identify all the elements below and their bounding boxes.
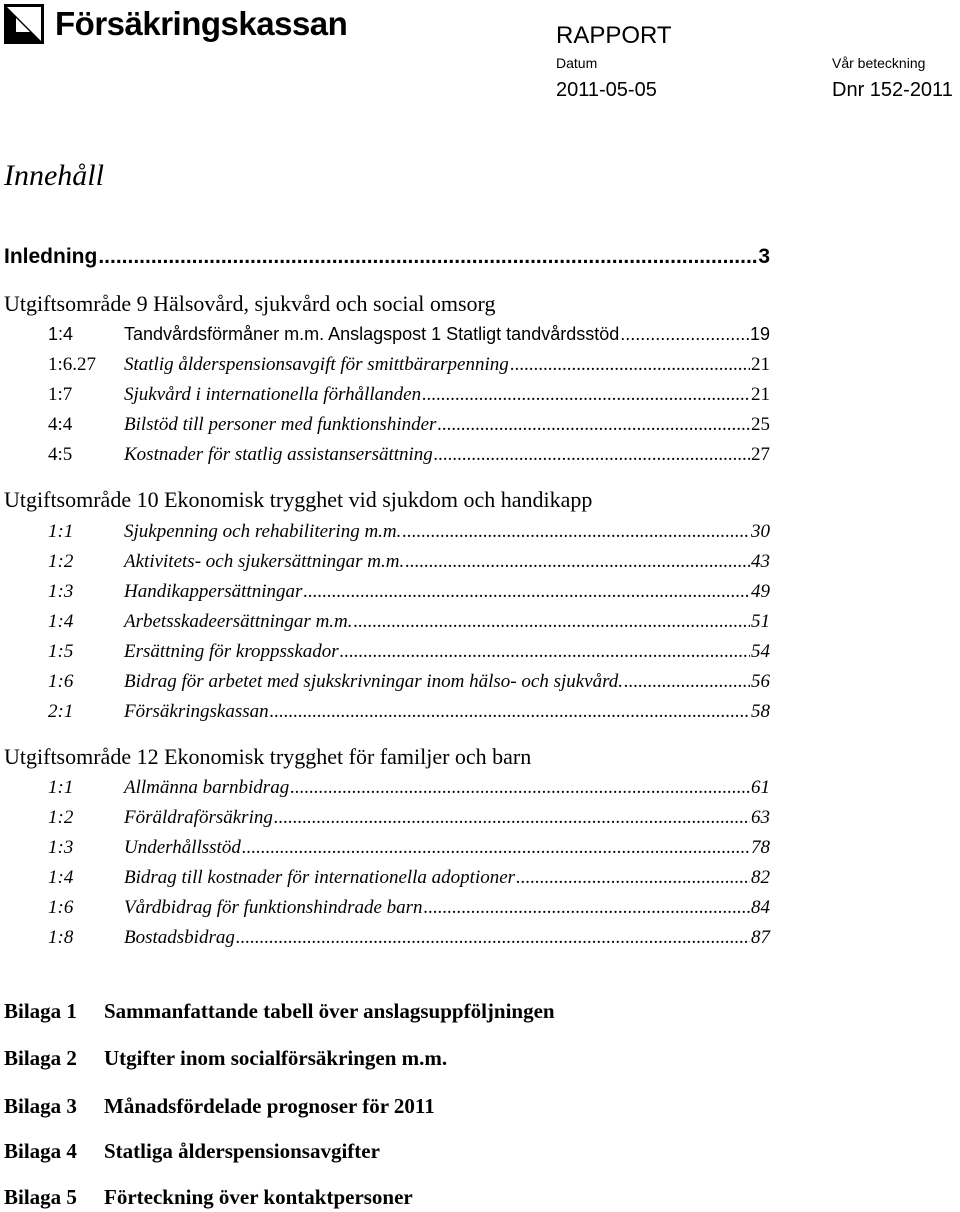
- toc-entry-text: Försäkringskassan: [124, 701, 269, 722]
- toc-entry-code: 1:6: [48, 897, 74, 918]
- toc-entry[interactable]: [48, 700, 770, 724]
- toc-page-number: 27: [751, 444, 770, 465]
- toc-page-number: 25: [751, 414, 770, 435]
- toc-entry[interactable]: [48, 413, 770, 437]
- toc-entry-code: 1:2: [48, 807, 74, 828]
- toc-entry[interactable]: [48, 610, 770, 634]
- toc-entry-text: Statlig ålderspensionsavgift för smittbärarpenning: [124, 354, 509, 375]
- appendix-title: Statliga ålderspensionsavgifter: [104, 1139, 380, 1163]
- toc-page-number: 87: [751, 927, 770, 948]
- toc-page-number: 63: [751, 807, 770, 828]
- date-value: 2011-05-05: [556, 79, 657, 101]
- toc-page-number: 78: [751, 837, 770, 858]
- toc-entry[interactable]: [48, 776, 770, 800]
- page-title: Innehåll: [4, 159, 104, 192]
- toc-entry[interactable]: [48, 580, 770, 604]
- toc-leader-dots: [422, 383, 750, 407]
- toc-entry-code: 1:7: [48, 384, 73, 405]
- org-name: Försäkringskassan: [55, 5, 348, 42]
- date-label: Datum: [556, 55, 598, 71]
- toc-page-number: 19: [749, 324, 770, 344]
- appendix-item: [4, 1093, 435, 1119]
- toc-entry-code: 1:6: [48, 671, 74, 692]
- toc-entry-code: 1:6.27: [48, 354, 97, 375]
- toc-entry-code: 1:1: [48, 777, 74, 798]
- section-heading-uo12: Utgiftsområde 12 Ekonomisk trygghet för familjer och barn: [4, 744, 532, 769]
- toc-page-number: 3: [758, 245, 770, 268]
- section-heading-uo9: Utgiftsområde 9 Hälsovård, sjukvård och social omsorg: [4, 291, 496, 316]
- toc-entry-text: Sjukvård i internationella förhållanden: [124, 384, 422, 405]
- toc-entry[interactable]: [48, 836, 770, 860]
- toc-page-number: 61: [751, 777, 770, 798]
- appendix-title: Utgifter inom socialförsäkringen m.m.: [104, 1046, 448, 1070]
- toc-entry-intro[interactable]: [4, 245, 770, 273]
- appendix-label: Bilaga 3: [4, 1094, 77, 1118]
- toc-entry[interactable]: [48, 322, 770, 346]
- toc-entry[interactable]: [48, 443, 770, 467]
- toc-page-number: 43: [751, 551, 770, 572]
- toc-leader-dots: [434, 443, 750, 467]
- toc-entry-code: 1:2: [48, 551, 74, 572]
- toc-entry-code: 4:4: [48, 414, 73, 435]
- appendix-label: Bilaga 5: [4, 1185, 77, 1209]
- toc-entry[interactable]: [48, 670, 770, 694]
- section-heading-uo10: Utgiftsområde 10 Ekonomisk trygghet vid sjukdom och handikapp: [4, 487, 593, 512]
- reference-label: Vår beteckning: [832, 55, 926, 71]
- toc-leader-dots: [510, 353, 750, 377]
- toc-entry[interactable]: [48, 806, 770, 830]
- toc-entry-text: Aktivitets- och sjukersättningar m.m.: [124, 551, 405, 572]
- appendix-label: Bilaga 1: [4, 999, 77, 1023]
- toc-entry-text: Tandvårdsförmåner m.m. Anslagspost 1 Statligt tandvårdsstöd: [124, 324, 620, 344]
- appendix-item: [4, 1184, 413, 1210]
- toc-leader-dots: [424, 896, 750, 920]
- toc-entry[interactable]: [48, 383, 770, 407]
- toc-entry-text: Ersättning för kroppsskador: [124, 641, 339, 662]
- toc-entry-code: 1:4: [48, 867, 74, 888]
- appendix-title: Månadsfördelade prognoser för 2011: [104, 1094, 435, 1118]
- toc-entry-text: Underhållsstöd: [124, 837, 241, 858]
- toc-entry-code: 4:5: [48, 444, 73, 465]
- appendix-label: Bilaga 4: [4, 1139, 77, 1163]
- toc-entry-code: 1:5: [48, 641, 74, 662]
- toc-entry-label: Inledning: [4, 245, 98, 268]
- appendix-title: Sammanfattande tabell över anslagsuppföljningen: [104, 999, 555, 1023]
- appendix-item: [4, 998, 555, 1024]
- toc-page-number: 51: [751, 611, 770, 632]
- toc-entry[interactable]: [48, 550, 770, 574]
- toc-leader-dots: [624, 670, 750, 694]
- toc-entry-text: Sjukpenning och rehabilitering m.m.: [124, 521, 402, 542]
- toc-entry-code: 1:3: [48, 581, 74, 602]
- toc-page-number: 56: [751, 671, 770, 692]
- toc-leader-dots: [274, 806, 750, 830]
- appendix-item: [4, 1138, 380, 1164]
- toc-entry[interactable]: [48, 896, 770, 920]
- toc-leader-dots: [437, 413, 750, 437]
- toc-entry-text: Kostnader för statlig assistansersättning: [124, 444, 433, 465]
- toc-leader-dots: [516, 866, 750, 890]
- toc-page-number: 49: [751, 581, 770, 602]
- toc-entry-code: 1:4: [48, 324, 74, 344]
- toc-entry-code: 1:1: [48, 521, 74, 542]
- toc-entry-code: 1:8: [48, 927, 74, 948]
- toc-entry[interactable]: [48, 353, 770, 377]
- appendix-label: Bilaga 2: [4, 1046, 77, 1070]
- toc-entry[interactable]: [48, 520, 770, 544]
- toc-leader-dots: [303, 580, 750, 604]
- toc-leader-dots: [402, 520, 750, 544]
- toc-page-number: 58: [751, 701, 770, 722]
- toc-leader-dots: [242, 836, 750, 860]
- toc-page-number: 54: [751, 641, 770, 662]
- toc-entry[interactable]: [48, 866, 770, 890]
- document-type: RAPPORT: [556, 22, 672, 49]
- toc-entry-text: Allmänna barnbidrag: [124, 777, 290, 798]
- toc-entry-code: 2:1: [48, 701, 74, 722]
- toc-page-number: 30: [751, 521, 770, 542]
- toc-entry-text: Vårdbidrag för funktionshindrade barn: [124, 897, 423, 918]
- toc-entry[interactable]: [48, 640, 770, 664]
- toc-entry-text: Bilstöd till personer med funktionshinder: [124, 414, 437, 435]
- toc-leader-dots: [340, 640, 750, 664]
- toc-page-number: 21: [751, 384, 770, 405]
- toc-entry-text: Bidrag till kostnader för internationella adoptioner: [124, 867, 516, 888]
- appendix-item: [4, 1045, 447, 1071]
- toc-leader-dots: [405, 550, 750, 574]
- reference-value: Dnr 152-2011: [832, 79, 953, 101]
- toc-entry-text: Föräldraförsäkring: [124, 807, 273, 828]
- toc-page-number: 84: [751, 897, 770, 918]
- toc-leader-dots: [620, 322, 749, 346]
- toc-page-number: 82: [751, 867, 770, 888]
- toc-entry-code: 1:4: [48, 611, 74, 632]
- toc-entry-text: Handikappersättningar: [124, 581, 303, 602]
- toc-page-number: 21: [751, 354, 770, 375]
- toc-entry-code: 1:3: [48, 837, 74, 858]
- forsakringskassan-logo-icon: [4, 4, 44, 44]
- toc-entry-text: Bidrag för arbetet med sjukskrivningar inom hälso- och sjukvård.: [124, 671, 624, 692]
- toc-entry-text: Bostadsbidrag: [124, 927, 235, 948]
- toc-leader-dots: [98, 245, 757, 269]
- logo: [4, 4, 347, 44]
- appendix-title: Förteckning över kontaktpersoner: [104, 1185, 413, 1209]
- toc-entry[interactable]: [48, 926, 770, 950]
- toc-entry-text: Arbetsskadeersättningar m.m.: [124, 611, 353, 632]
- toc-leader-dots: [270, 700, 750, 724]
- toc-leader-dots: [354, 610, 750, 634]
- toc-leader-dots: [236, 926, 750, 950]
- toc-leader-dots: [290, 776, 750, 800]
